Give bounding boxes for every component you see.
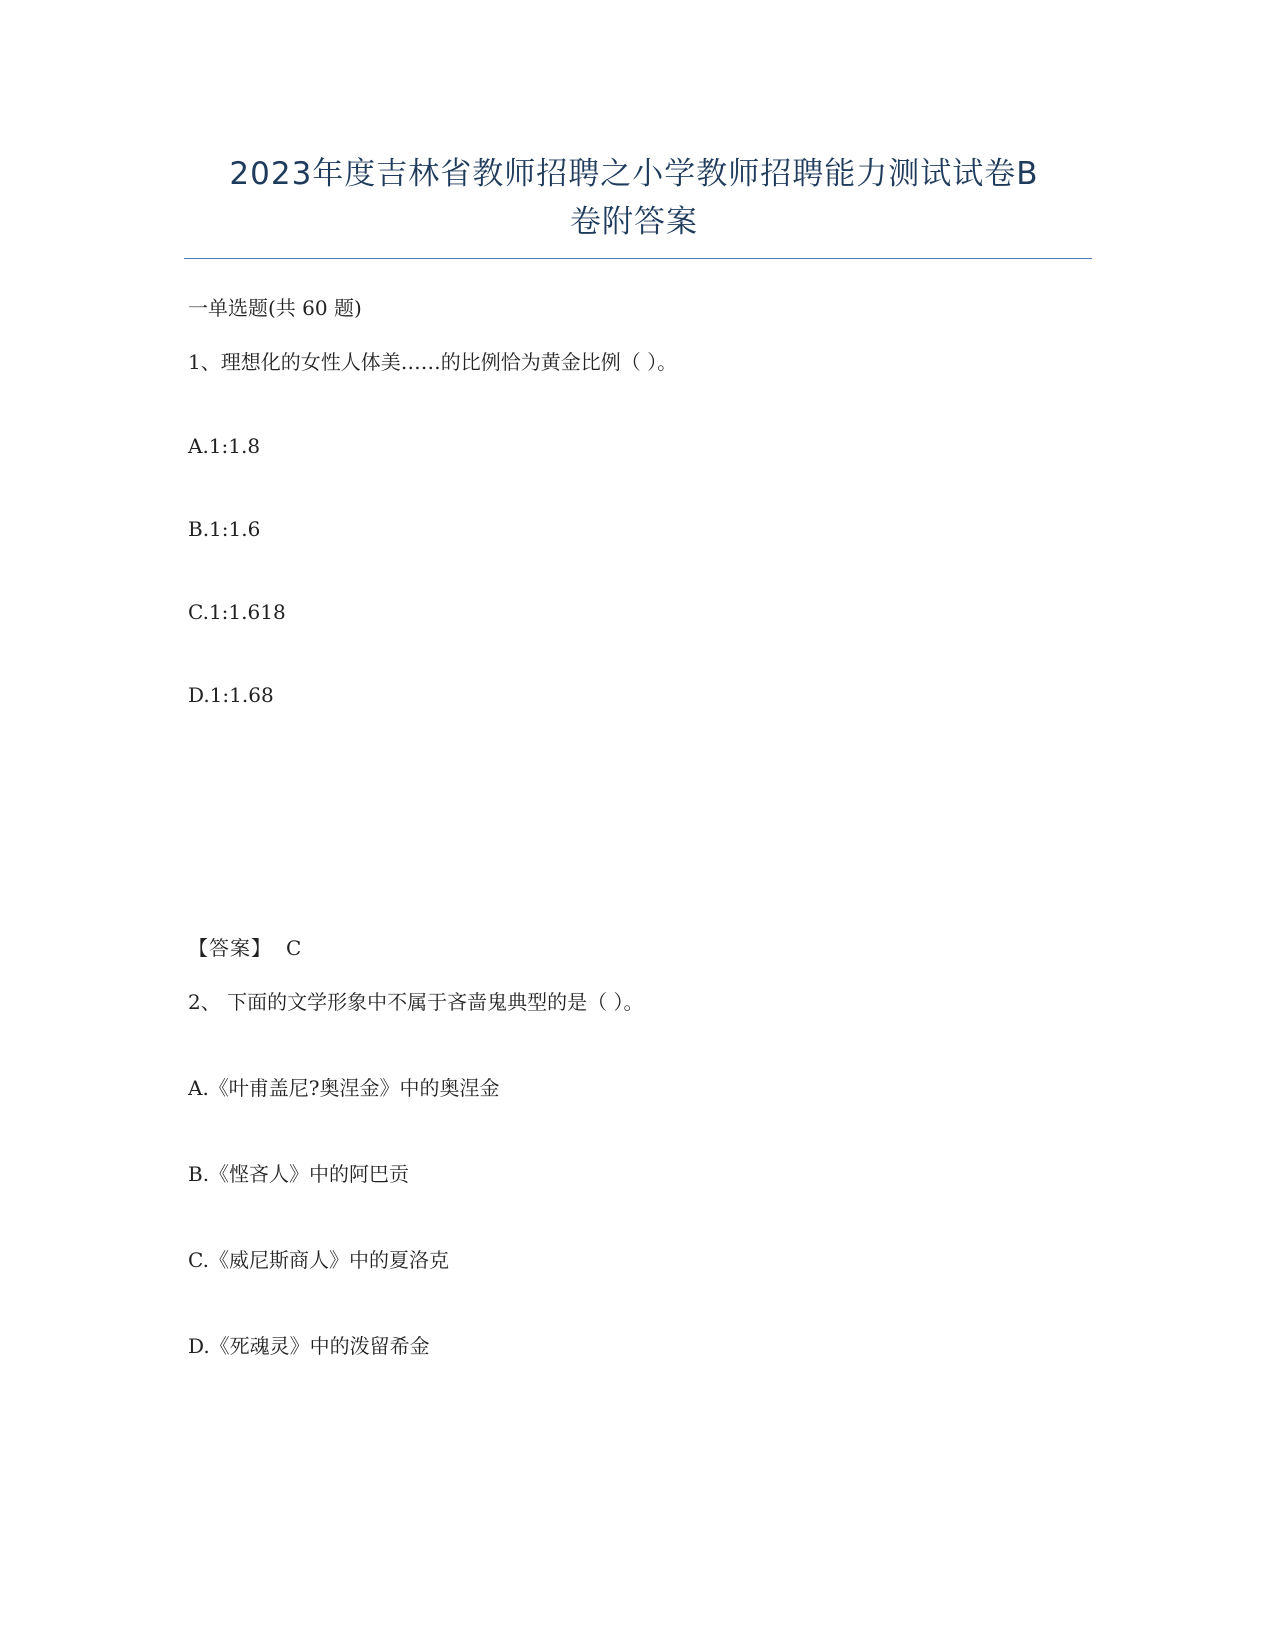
title-underline xyxy=(184,258,1092,259)
question-1-option-c: C.1:1.618 xyxy=(188,600,286,624)
answer-label: 【答案】 xyxy=(188,936,272,960)
document-title-line-1: 2023年度吉林省教师招聘之小学教师招聘能力测试试卷B xyxy=(229,156,1039,192)
question-1-stem: 1、理想化的女性人体美……的比例恰为黄金比例（ ）。 xyxy=(188,350,678,374)
section-heading: 一单选题(共 60 题) xyxy=(188,296,362,320)
document-title xyxy=(184,150,1084,246)
question-2-option-d: D.《死魂灵》中的泼留希金 xyxy=(188,1334,430,1358)
document-title-line-2: 卷附答案 xyxy=(570,204,698,240)
question-2-option-c: C.《威尼斯商人》中的夏洛克 xyxy=(188,1248,449,1272)
question-1-answer xyxy=(188,935,301,961)
question-1-option-b: B.1:1.6 xyxy=(188,517,261,541)
question-1-option-a: A.1:1.8 xyxy=(188,434,261,458)
question-2-stem: 2、 下面的文学形象中不属于吝啬鬼典型的是（ ）。 xyxy=(188,990,644,1014)
question-1-option-d: D.1:1.68 xyxy=(188,683,274,707)
question-2-option-b: B.《悭吝人》中的阿巴贡 xyxy=(188,1162,410,1186)
answer-value: C xyxy=(286,936,302,960)
question-2-option-a: A.《叶甫盖尼?奥涅金》中的奥涅金 xyxy=(188,1076,500,1100)
